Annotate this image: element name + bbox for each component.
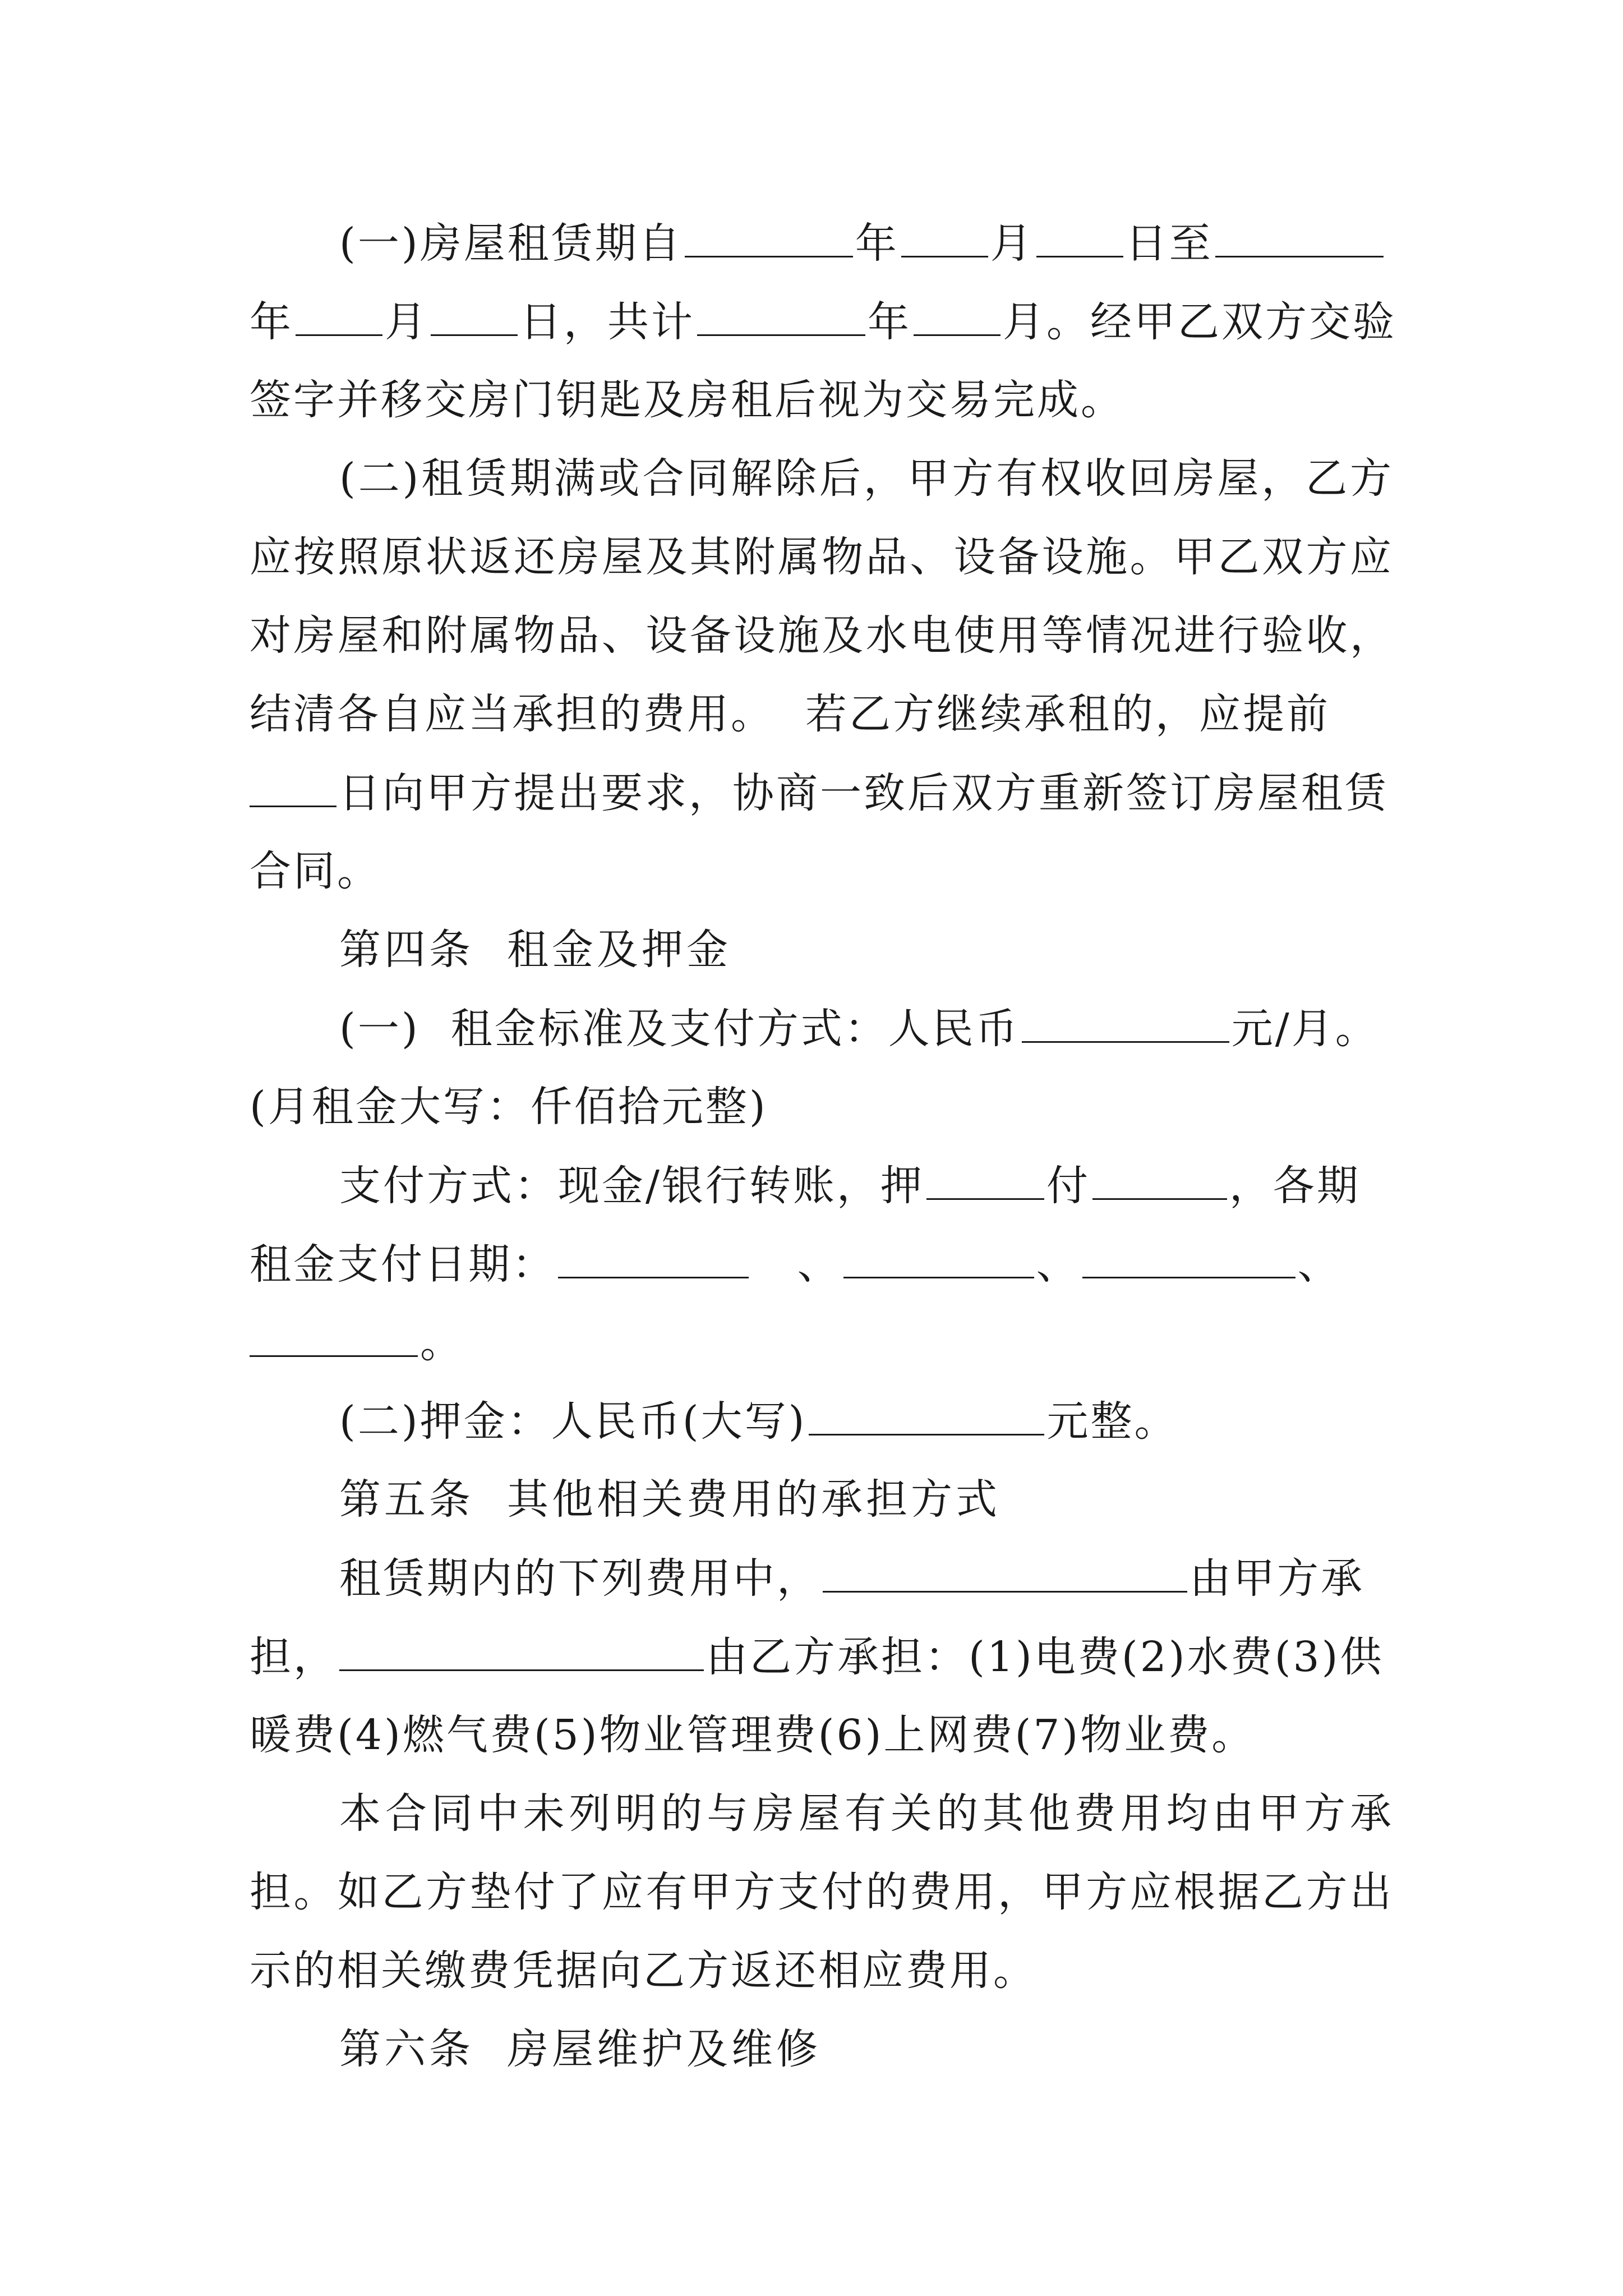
term-p1-line2 — [250, 291, 1394, 352]
article5-p1-line1 — [339, 1547, 1394, 1609]
text: 日至 — [1125, 219, 1213, 268]
text: 租赁期内的下列费用中， — [339, 1554, 820, 1603]
blank-monthly-rent — [1022, 997, 1229, 1043]
blank-start-month — [901, 212, 988, 257]
blank-total-years — [697, 291, 865, 336]
term-p2-line2: 应按照原状返还房屋及其附属物品、设备设施。甲乙双方应 — [250, 533, 1394, 581]
blank-start-year — [685, 212, 853, 257]
article4-p1-line2: (月租金大写：仟佰拾元整) — [250, 1083, 768, 1131]
article5-p1-line3: 暖费(4)燃气费(5)物业管理费(6)上网费(7)物业费。 — [250, 1711, 1256, 1759]
text: 元/月。 — [1231, 1005, 1379, 1053]
text: ，各期 — [1229, 1162, 1361, 1210]
article4-p3 — [339, 1390, 1394, 1452]
term-p2-line1: (二)租赁期满或合同解除后，甲方有权收回房屋，乙方 — [339, 454, 1394, 503]
text: 年 — [868, 298, 911, 346]
text: 、 — [797, 1240, 841, 1289]
text: 付 — [1046, 1162, 1090, 1210]
text: 。 — [420, 1319, 464, 1367]
blank-pay-date-2 — [843, 1233, 1034, 1278]
text: 年 — [855, 219, 899, 268]
term-p1-line1 — [339, 212, 1394, 274]
text: 租金支付日期： — [250, 1240, 556, 1289]
article5-p1-line2 — [250, 1626, 1394, 1687]
article4-heading: 第四条 租金及押金 — [339, 926, 732, 974]
blank-end-month — [296, 291, 382, 336]
article4-p2-line2 — [250, 1233, 1394, 1295]
blank-tenant-fees — [339, 1626, 704, 1671]
text: 担， — [250, 1633, 337, 1681]
text: (一)房屋租赁期自 — [339, 219, 683, 268]
text: 由甲方承 — [1189, 1554, 1364, 1603]
term-p2-line6: 合同。 — [250, 847, 381, 895]
text: 由乙方承担：(1)电费(2)水费(3)供 — [706, 1633, 1384, 1681]
blank-pay-date-4 — [250, 1312, 418, 1357]
blank-landlord-fees — [823, 1547, 1187, 1593]
text: 支付方式：现金/银行转账，押 — [339, 1162, 924, 1210]
article6-heading: 第六条 房屋维护及维修 — [339, 2025, 822, 2073]
article4-p2-line3 — [250, 1312, 1394, 1373]
blank-total-months — [914, 291, 1000, 336]
text: 月 — [990, 219, 1034, 268]
blank-deposit-months — [926, 1154, 1044, 1200]
text: (二)押金：人民币(大写) — [339, 1397, 807, 1446]
term-p2-line3: 对房屋和附属物品、设备设施及水电使用等情况进行验收， — [250, 611, 1394, 660]
blank-start-day — [1036, 212, 1123, 257]
term-p2-line4: 结清各自应当承担的费用。 若乙方继续承租的，应提前 — [250, 690, 1331, 738]
text: 日，共计 — [520, 298, 695, 346]
term-p1-line3: 签字并移交房门钥匙及房租后视为交易完成。 — [250, 376, 1124, 424]
blank-end-day — [431, 291, 518, 336]
blank-notice-days — [250, 762, 336, 807]
text: 月 — [385, 298, 428, 346]
text: (一) 租金标准及支付方式：人民币 — [339, 1005, 1020, 1053]
article5-heading: 第五条 其他相关费用的承担方式 — [339, 1475, 1001, 1524]
article5-p2-line2: 担。如乙方垫付了应有甲方支付的费用，甲方应根据乙方出 — [250, 1868, 1394, 1916]
text: 元整。 — [1046, 1397, 1178, 1446]
term-p2-line5 — [250, 762, 1394, 823]
article5-p2-line1: 本合同中未列明的与房屋有关的其他费用均由甲方承 — [339, 1789, 1394, 1838]
text: 、 — [1036, 1240, 1080, 1289]
text: 月。经甲乙双方交验 — [1003, 298, 1396, 346]
article4-p2-line1 — [339, 1154, 1394, 1216]
article4-p1-line1 — [339, 997, 1394, 1059]
blank-deposit-amount — [809, 1390, 1044, 1435]
blank-pay-months — [1092, 1154, 1227, 1200]
blank-pay-date-1 — [558, 1233, 749, 1278]
text: 日向甲方提出要求，协商一致后双方重新签订房屋租赁 — [339, 769, 1389, 817]
article5-p2-line3: 示的相关缴费凭据向乙方返还相应费用。 — [250, 1947, 1037, 1995]
blank-pay-date-3 — [1082, 1233, 1295, 1278]
text: 年 — [250, 298, 293, 346]
blank-end-year — [1215, 212, 1384, 257]
text: 、 — [1297, 1240, 1341, 1289]
